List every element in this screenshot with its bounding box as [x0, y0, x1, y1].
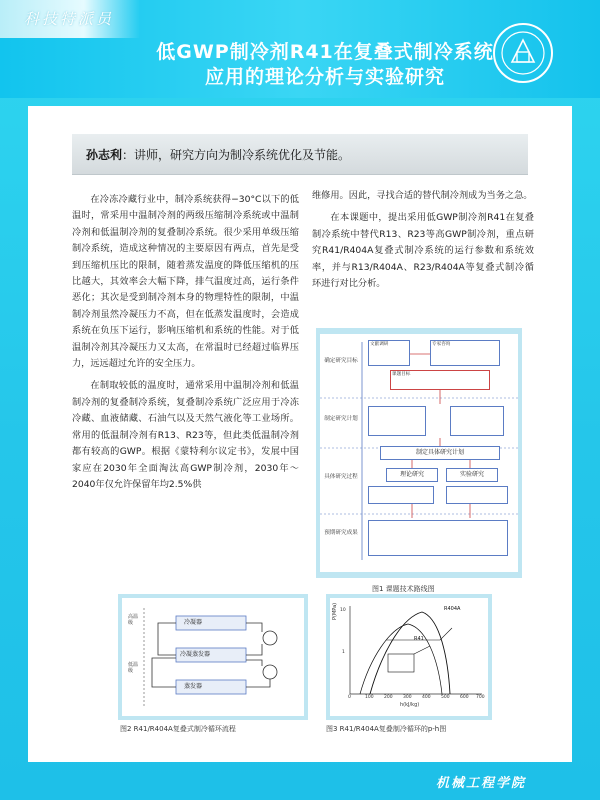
author-bar: [72, 134, 528, 175]
flow-box-goal: 课题目标: [390, 370, 490, 390]
stage-label: 制定研究计划: [324, 416, 358, 422]
y-tick: 1: [342, 650, 345, 655]
x-tick: 500: [441, 695, 450, 700]
figure-3: [326, 594, 492, 720]
x-tick: 700: [476, 695, 485, 700]
figure-1: [316, 328, 522, 578]
title-line-1: 低GWP制冷剂R41在复叠式制冷系统: [156, 41, 494, 63]
flow-box-theory-detail: [368, 486, 434, 504]
series-label: R404A: [444, 606, 461, 612]
author-desc: ：讲师，研究方向为制冷系统优化及节能。: [122, 148, 351, 162]
flow-box-theory: 理论研究: [386, 468, 438, 482]
flow-box-plan: 制定具体研究计划: [380, 446, 500, 460]
y-axis-label: P(MPa): [332, 602, 338, 620]
university-seal-icon: [492, 22, 554, 84]
paragraph: 在冷冻冷藏行业中，制冷系统获得−30°C以下的低温时，常采用中温制冷剂的两级压缩制冷系统或中温制冷剂和低温制冷剂的复叠制冷系统。很少采用单级压缩制冷系统，造成这种情况的主要原因有两点，首先是受到压缩机压比的限制，随着蒸发温度的降低压缩机的压比越大，其效率会大幅下降，排气温度过高，运行条件恶化；其次是受到制冷剂本身的物理特性的限制，中温制冷剂虽然冷凝压力不高，但在低蒸发温度时，会造成系统在负压下运行，影响压缩机和系统的性能。对于低温制冷剂其冷凝压力又太高，在常温时已经超过临界压力，远远超过允许的安全压力。: [72, 194, 299, 370]
figure-2: [118, 594, 308, 720]
condenser-label: 冷凝器: [184, 619, 203, 626]
body-right-column: [312, 188, 534, 298]
x-tick: 0: [348, 695, 351, 700]
figure-3-caption: 图3 R41/R404A复叠制冷循环的p-h图: [326, 725, 447, 733]
section-tag: [0, 0, 140, 38]
page-title: [110, 40, 540, 90]
figure-2-caption: 图2 R41/R404A复叠式制冷循环流程: [120, 725, 236, 733]
x-axis-label: h(kJ/kg): [400, 702, 420, 708]
paragraph: 在本课题中，提出采用低GWP制冷剂R41在复叠制冷系统中替代R13、R23等高GWP制冷剂，重点研究R41/R404A复叠式制冷系统的运行参数和系统效率，并与R13/R404A、R23/R404A等复叠式制冷循环进行对比分析。: [312, 212, 534, 290]
flow-box-expert: 专家咨询: [430, 340, 500, 366]
stage-label: 确定研究目标: [324, 358, 358, 364]
x-tick: 600: [460, 695, 469, 700]
figure-1-caption: 图1 课题技术路线图: [372, 585, 435, 593]
series-label: R41: [414, 636, 424, 642]
flow-box-experiment: 实验研究: [446, 468, 498, 482]
x-tick: 100: [365, 695, 374, 700]
high-stage-label: 高温级: [128, 614, 139, 626]
flow-box-results: [368, 520, 508, 556]
footer-school-name: 机械工程学院: [436, 776, 527, 791]
evaporator-label: 蒸发器: [184, 683, 203, 690]
paragraph: 维修用。因此，寻找合适的替代制冷剂成为当务之急。: [312, 190, 533, 201]
section-tag-label: 科技特派员: [24, 10, 115, 28]
flow-box-exp-detail: [446, 486, 508, 504]
author-name: 孙志利: [86, 148, 123, 162]
stage-label: 预期研究成果: [324, 530, 358, 536]
title-line-2: 应用的理论分析与实验研究: [204, 66, 445, 88]
cond-evap-label: 冷凝蒸发器: [180, 651, 211, 658]
flow-box-literature: 文献调研: [368, 340, 410, 366]
x-tick: 400: [422, 695, 431, 700]
flow-box-plan-left: [368, 406, 426, 436]
paragraph: 在制取较低的温度时，通常采用中温制冷剂和低温制冷剂的复叠制冷系统，复叠制冷系统广泛应用于冷冻冷藏、血液储藏、石油气以及天然气液化等工业场所。常用的低温制冷剂有R13、R23等，但此类低温制冷剂都有较高的GWP。根据《蒙特利尔议定书》，发展中国家应在2030年全面淘汰高GWP制冷剂，2030年～2040年仅允许保留年均2.5%供: [72, 380, 299, 490]
x-tick: 300: [403, 695, 412, 700]
stage-label: 具体研究过程: [324, 474, 358, 480]
cycle-schematic: [122, 598, 304, 716]
y-tick: 10: [340, 608, 346, 613]
body-left-column: [72, 192, 299, 499]
flow-box-plan-right: [450, 406, 504, 436]
low-stage-label: 低温级: [128, 662, 139, 674]
x-tick: 200: [384, 695, 393, 700]
